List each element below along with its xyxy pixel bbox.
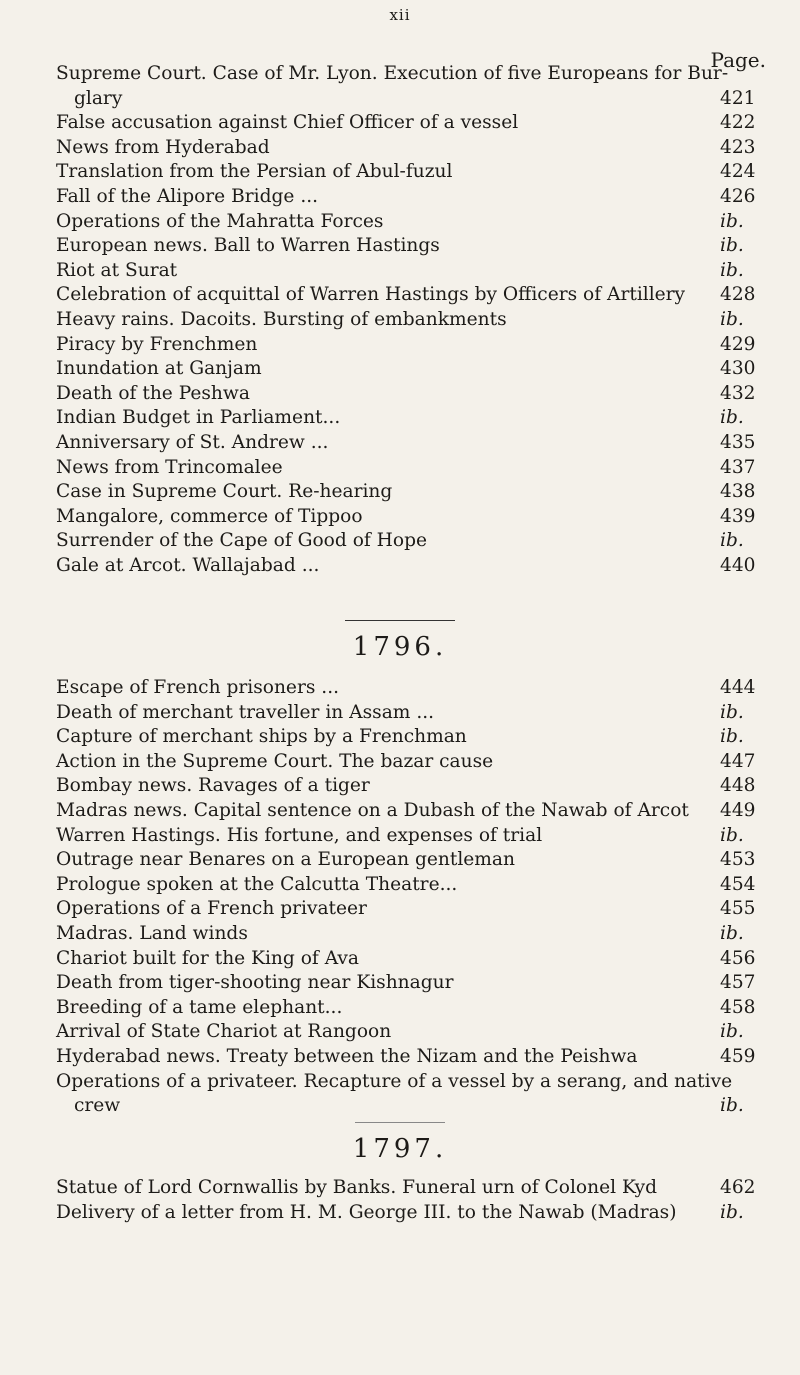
contents-section-1796 [56, 676, 768, 1119]
contents-entry [56, 947, 768, 972]
entry-page-number: 447 [720, 750, 756, 772]
contents-entry [56, 1045, 768, 1070]
entry-title: Death of the Peshwa [56, 382, 250, 404]
contents-entry [56, 554, 768, 579]
entry-page-number: 440 [720, 554, 756, 576]
entry-page-number: 454 [720, 873, 756, 895]
contents-entry [56, 431, 768, 456]
entry-title: Bombay news. Ravages of a tiger [56, 775, 370, 797]
entry-page-number: 432 [720, 382, 756, 404]
entry-title: Chariot built for the King of Ava [56, 947, 359, 969]
page-column-label: Page. [710, 48, 766, 72]
entry-title: False accusation against Chief Officer of a vessel [56, 112, 519, 134]
entry-page-number: ib. [720, 726, 744, 748]
entry-page-number: 430 [720, 358, 756, 380]
entry-title: Fall of the Alipore Bridge ... [56, 185, 319, 207]
contents-entry [56, 848, 768, 873]
entry-page-number: 422 [720, 112, 756, 134]
entry-page-number: 421 [720, 87, 756, 109]
entry-page-number: 448 [720, 775, 756, 797]
entry-page-number: ib. [720, 701, 744, 723]
entry-page-number: ib. [720, 235, 744, 257]
entry-title: European news. Ball to Warren Hastings [56, 235, 440, 257]
entry-title: Action in the Supreme Court. The bazar cause [56, 750, 494, 772]
contents-entry [56, 456, 768, 481]
contents-entry [56, 505, 768, 530]
entry-title: Heavy rains. Dacoits. Bursting of embankments [56, 308, 507, 330]
entry-title: Hyderabad news. Treaty between the Nizam and the Peishwa [56, 1045, 638, 1067]
entry-page-number: 435 [720, 431, 756, 453]
entry-page-number: 424 [720, 161, 756, 183]
contents-entry [56, 725, 768, 750]
contents-entry [56, 529, 768, 554]
entry-page-number: ib. [720, 824, 744, 846]
entry-page-number: 453 [720, 849, 756, 871]
entry-page-number: 449 [720, 799, 756, 821]
contents-entry [56, 160, 768, 185]
contents-entry [56, 283, 768, 308]
contents-entry [56, 333, 768, 358]
entry-title: Translation from the Persian of Abul-fuzul [56, 161, 453, 183]
contents-entry [56, 259, 768, 284]
entry-page-number: 456 [720, 947, 756, 969]
contents-entry [56, 1094, 768, 1119]
contents-entry [56, 971, 768, 996]
entry-title: Inundation at Ganjam [56, 358, 262, 380]
entry-page-number: ib. [720, 308, 744, 330]
entry-title: Celebration of acquittal of Warren Hastings by Officers of Artillery [56, 284, 686, 306]
contents-entry [56, 1176, 768, 1201]
contents-entry [56, 873, 768, 898]
contents-section-1797 [56, 1176, 768, 1225]
entry-title: glary [74, 87, 123, 109]
contents-entry [56, 996, 768, 1021]
contents-entry [56, 1070, 768, 1095]
contents-entry [56, 62, 768, 87]
entry-title: Riot at Surat [56, 259, 178, 281]
entry-title: Madras news. Capital sentence on a Dubash of the Nawab of Arcot [56, 799, 689, 821]
contents-entry [56, 897, 768, 922]
entry-page-number: ib. [720, 1095, 744, 1117]
contents-entry [56, 111, 768, 136]
entry-title: Death from tiger-shooting near Kishnagur [56, 972, 454, 994]
year-heading-1796: 1796. [352, 632, 448, 662]
contents-entry [56, 210, 768, 235]
entry-title: Supreme Court. Case of Mr. Lyon. Execution of five Europeans for Bur- [56, 63, 729, 84]
entry-title: Warren Hastings. His fortune, and expenses of trial [56, 824, 543, 846]
entry-title: Statue of Lord Cornwallis by Banks. Funeral urn of Colonel Kyd [56, 1177, 658, 1198]
entry-page-number: 444 [720, 677, 756, 698]
entry-title: News from Trincomalee [56, 456, 283, 478]
entry-page-number: ib. [720, 259, 744, 281]
entry-title: Outrage near Benares on a European gentleman [56, 849, 515, 871]
entry-title: Delivery of a letter from H. M. George III. to the Nawab (Madras) [56, 1201, 677, 1223]
contents-entry [56, 774, 768, 799]
contents-section-1795 [56, 62, 768, 578]
entry-title: Arrival of State Chariot at Rangoon [56, 1021, 392, 1043]
entry-title: Gale at Arcot. Wallajabad ... [56, 554, 320, 576]
entry-title: Prologue spoken at the Calcutta Theatre... [56, 873, 458, 895]
entry-page-number: 455 [720, 898, 756, 920]
entry-page-number: ib. [720, 407, 744, 429]
entry-page-number: 428 [720, 284, 756, 306]
contents-entry [56, 1201, 768, 1226]
entry-page-number: 462 [720, 1177, 756, 1198]
entry-page-number: ib. [720, 922, 744, 944]
entry-page-number: ib. [720, 530, 744, 552]
contents-entry [56, 185, 768, 210]
year-heading-1797: 1797. [352, 1134, 448, 1164]
entry-title: News from Hyderabad [56, 136, 270, 158]
entry-title: Operations of the Mahratta Forces [56, 210, 384, 232]
entry-page-number: 423 [720, 136, 756, 158]
contents-entry [56, 308, 768, 333]
entry-title: Operations of a French privateer [56, 898, 367, 920]
entry-page-number: 437 [720, 456, 756, 478]
entry-title: Mangalore, commerce of Tippoo [56, 505, 363, 527]
entry-title: Capture of merchant ships by a Frenchman [56, 726, 467, 748]
entry-title: Breeding of a tame elephant... [56, 996, 343, 1018]
contents-entry [56, 750, 768, 775]
entry-title: crew [74, 1095, 121, 1117]
entry-title: Case in Supreme Court. Re-hearing [56, 481, 393, 503]
contents-entry [56, 234, 768, 259]
contents-entry [56, 701, 768, 726]
entry-title: Indian Budget in Parliament... [56, 407, 341, 429]
entry-title: Madras. Land winds [56, 922, 248, 944]
entry-page-number: ib. [720, 1201, 744, 1223]
entry-page-number: ib. [720, 210, 744, 232]
section-divider [345, 620, 455, 621]
contents-entry [56, 382, 768, 407]
entry-title: Escape of French prisoners ... [56, 677, 340, 698]
entry-page-number: 429 [720, 333, 756, 355]
entry-title: Death of merchant traveller in Assam ... [56, 701, 435, 723]
entry-page-number: 459 [720, 1045, 756, 1067]
contents-entry [56, 480, 768, 505]
section-divider [355, 1122, 445, 1123]
contents-entry [56, 357, 768, 382]
entry-title: Operations of a privateer. Recapture of a vessel by a serang, and native [56, 1070, 733, 1092]
contents-entry [56, 87, 768, 112]
contents-entry [56, 136, 768, 161]
entry-page-number: 457 [720, 972, 756, 994]
entry-page-number: 426 [720, 185, 756, 207]
entry-page-number: 458 [720, 996, 756, 1018]
contents-entry [56, 676, 768, 701]
contents-entry [56, 1020, 768, 1045]
entry-title: Surrender of the Cape of Good of Hope [56, 530, 427, 552]
entry-page-number: 438 [720, 481, 756, 503]
contents-entry [56, 799, 768, 824]
page-number: xii [389, 6, 411, 24]
entry-page-number: ib. [720, 1021, 744, 1043]
contents-entry [56, 922, 768, 947]
contents-entry [56, 824, 768, 849]
entry-title: Anniversary of St. Andrew ... [56, 431, 329, 453]
entry-page-number: 439 [720, 505, 756, 527]
entry-title: Piracy by Frenchmen [56, 333, 258, 355]
contents-entry [56, 406, 768, 431]
